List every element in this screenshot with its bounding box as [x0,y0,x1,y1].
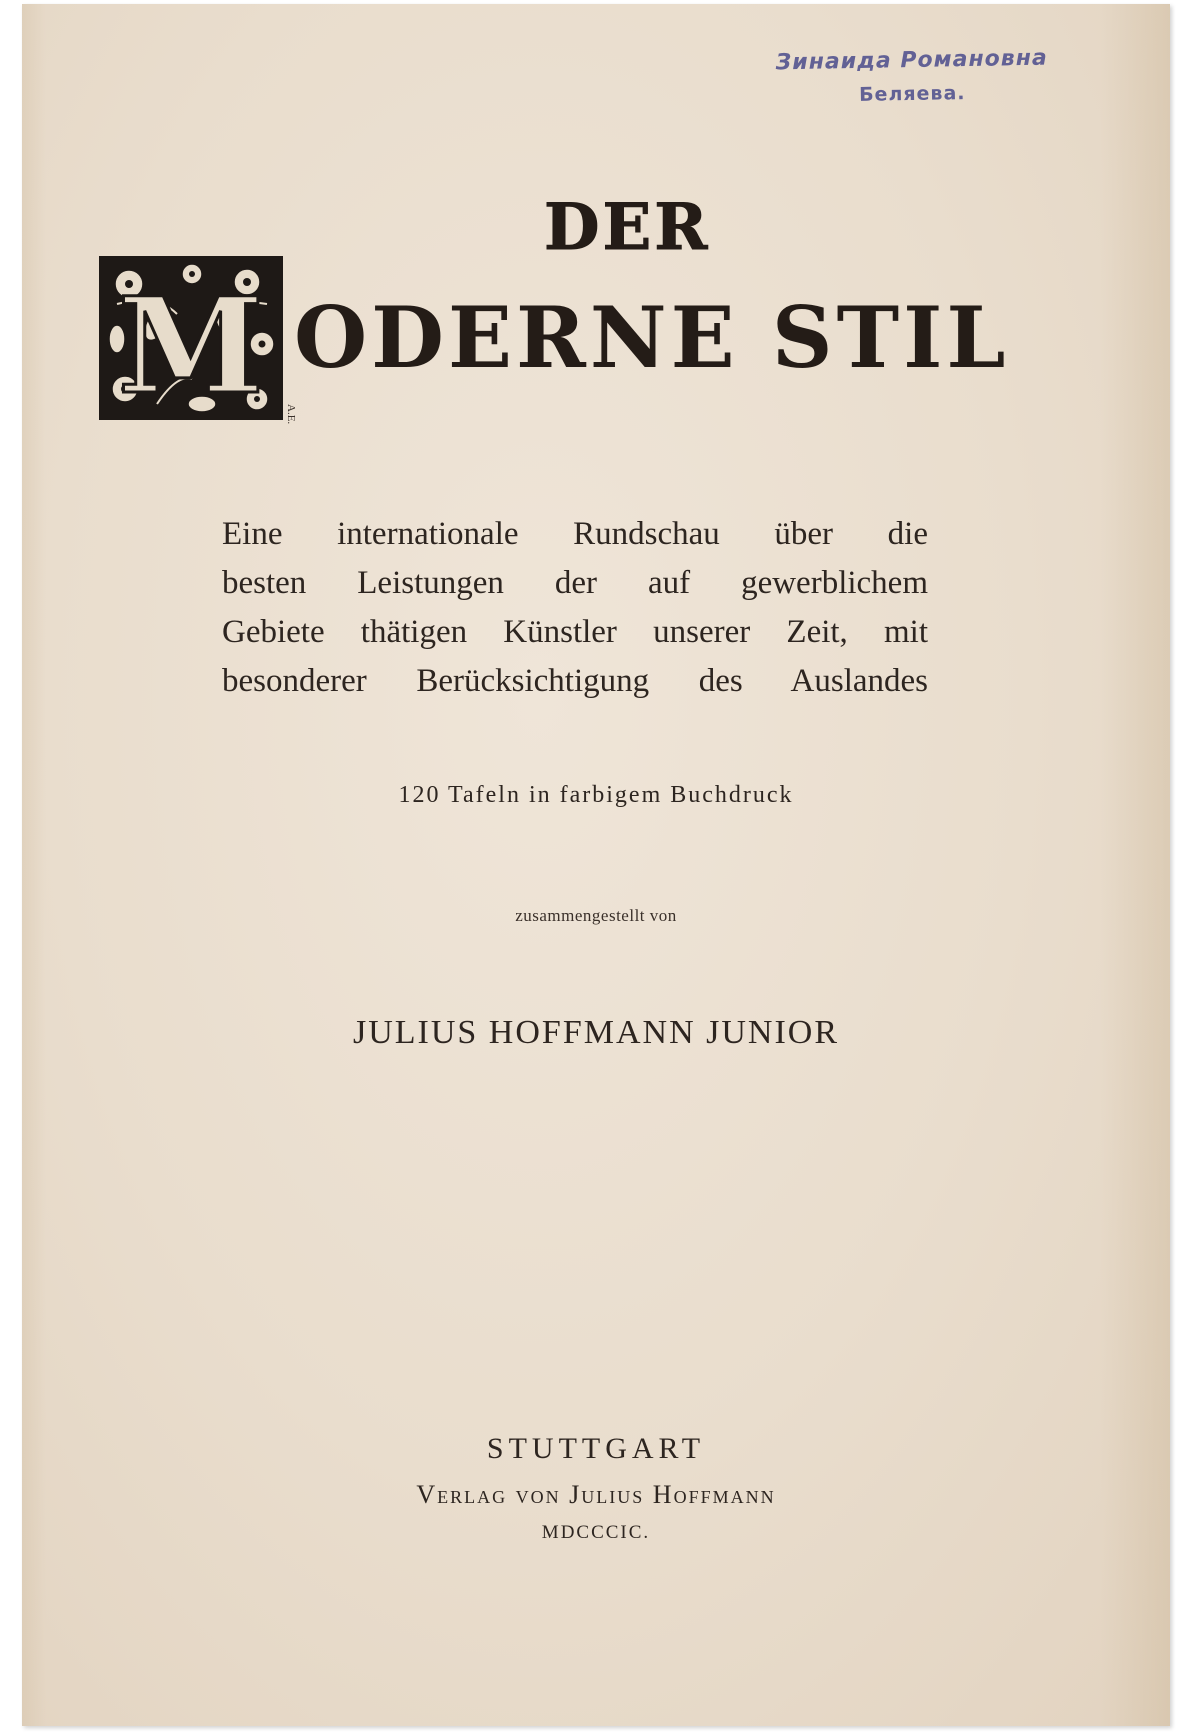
plates-note: 120 Tafeln in farbigem Buchdruck [398,782,794,808]
initial-letter: M [117,269,265,422]
subtitle-line: Eine internationale Rundschau über die [222,516,928,552]
title-line-der: DER [544,190,711,265]
subtitle-paragraph [222,510,928,706]
floral-initial-ornament [97,254,285,422]
imprint-city: STUTTGART [486,1432,706,1465]
imprint-year: MDCCCIC. [541,1522,651,1543]
author-name: JULIUS HOFFMANN JUNIOR [352,1014,840,1051]
imprint-publisher: Verlag von Julius Hoffmann [416,1480,776,1509]
subtitle-line: besonderer Berücksichtigung des Auslandes [222,663,928,699]
stamp-surname: Беляева. [858,82,966,106]
subtitle-line: Gebiete thätigen Künstler unserer Zeit, mit [222,614,928,650]
compiled-by-label: zusammengestellt von [515,906,677,925]
title-rest: ODERNE STIL [294,288,1010,387]
title-line-moderne-stil [294,288,1010,387]
stamp-name: Зинаида Романовна [775,45,1048,76]
ownership-stamp [762,45,1063,107]
title-page [22,4,1170,1726]
subtitle-line: besten Leistungen der auf gewerblichem [222,565,928,601]
artist-monogram: A.E. [285,404,297,425]
